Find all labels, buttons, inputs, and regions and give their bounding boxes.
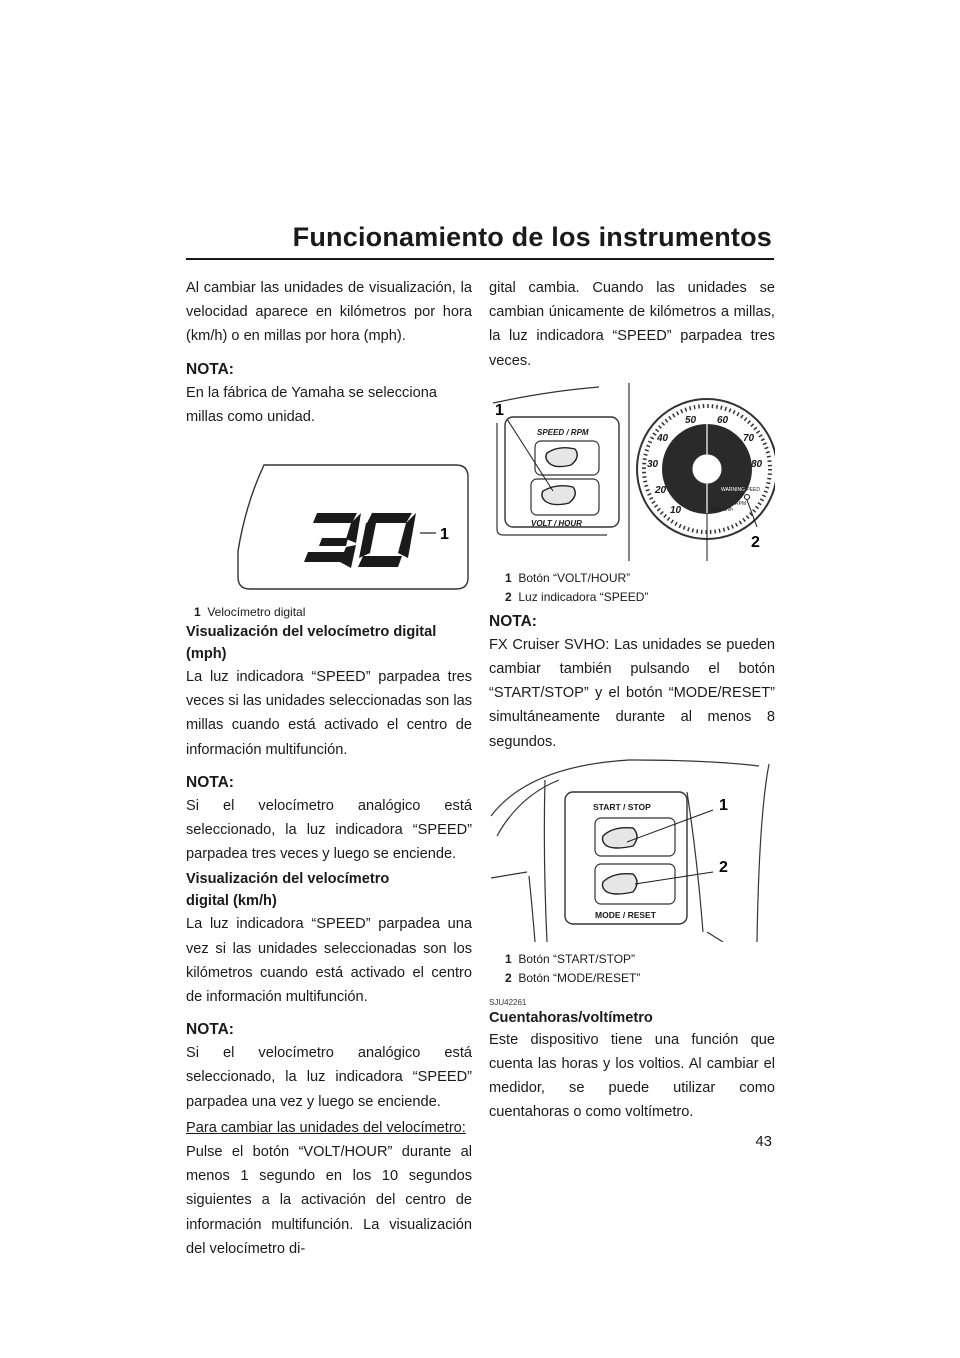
fig3-caption-2: 2 Botón “MODE/RESET”: [505, 971, 641, 986]
fig2-caption-2: 2 Luz indicadora “SPEED”: [505, 590, 649, 605]
panel-label-start-stop: START / STOP: [593, 801, 651, 812]
mph-paragraph: La luz indicadora “SPEED” parpadea tres veces si las unidades seleccionadas son las millas cuando está activado el centro de información multifunción.: [186, 669, 472, 758]
fig2-caption-1: 1 Botón “VOLT/HOUR”: [505, 571, 631, 586]
nota-label: NOTA:: [186, 773, 234, 791]
gauge-number-20: 20: [655, 484, 667, 496]
start-stop-panel-figure: [489, 756, 775, 986]
kmh-paragraph: La luz indicadora “SPEED” parpadea una vez si las unidades seleccionadas son los kilómetros cuando está activado el centro de información multifunción.: [186, 916, 472, 1006]
gauge-number-30: 30: [647, 458, 659, 470]
page-title: Funcionamiento de los instrumentos: [292, 222, 772, 252]
right-column: [489, 276, 775, 1125]
gauge-number-70: 70: [743, 432, 755, 444]
digit-0-glyph: [358, 513, 416, 567]
nota-text: Si el velocímetro analógico está seleccionado, la luz indicadora “SPEED” parpadea tres veces y luego se enciende.: [186, 797, 472, 863]
digital-speedometer-figure: [186, 463, 472, 621]
left-column: [186, 276, 472, 1261]
gauge-number-50: 50: [685, 414, 697, 426]
subheading-mph: Visualización del velocímetro digital (mph): [186, 624, 437, 663]
speed-rpm-panel-figure: [489, 383, 775, 611]
gauge-number-40: 40: [657, 432, 669, 444]
fig3-callout-1: 1: [719, 796, 728, 814]
section-heading: Cuentahoras/voltímetro: [489, 1009, 653, 1026]
change-units-heading: Para cambiar las unidades del velocímetro:: [186, 1119, 466, 1136]
continuation-paragraph: gital cambia. Cuando las unidades se cambian únicamente de kilómetros a millas, la luz indicadora “SPEED” parpadea tres veces.: [489, 280, 775, 369]
panel-label-speed-rpm: SPEED / RPM: [537, 427, 589, 437]
fig3-captions: [505, 950, 775, 988]
gauge-number-80: 80: [751, 458, 763, 470]
nota-text: FX Cruiser SVHO: Las unidades se pueden cambiar también pulsando el botón “START/STOP” y el botón “MODE/RESET” simultáneamente durante al menos 8 segundos.: [489, 636, 775, 750]
section-paragraph: Este dispositivo tiene una función que cuenta las horas y los voltios. Al cambiar el medidor, se puede utilizar como cuentahoras o como voltímetro.: [489, 1031, 775, 1121]
units-intro-paragraph: Al cambiar las unidades de visualización, la velocidad aparece en kilómetros por hora (km/h) o en millas por hora (mph).: [186, 280, 472, 345]
nota-label: NOTA:: [186, 1021, 234, 1039]
nota-label: NOTA:: [186, 360, 234, 378]
subheading-kmh: Visualización del velocímetro digital (km/h): [186, 871, 390, 910]
fig3-caption-1: 1 Botón “START/STOP”: [505, 952, 636, 967]
gauge-number-60: 60: [717, 414, 729, 426]
fig3-callout-2: 2: [719, 858, 728, 876]
panel-label-volt-hour: VOLT / HOUR: [531, 518, 582, 528]
fig1-caption: 1 Velocímetro digital: [194, 605, 306, 620]
fig2-callout-1: 1: [495, 401, 504, 419]
title-rule: [186, 258, 774, 260]
change-units-paragraph: Pulse el botón “VOLT/HOUR” durante al menos 1 segundo en los 10 segundos siguientes a la activación del centro de información multifunción. La visualización del velocímetro di-: [186, 1144, 472, 1257]
panel-label-mode-reset: MODE / RESET: [595, 909, 656, 920]
nota-label: NOTA:: [489, 612, 537, 630]
section-code: SJU42261: [489, 997, 527, 1007]
fig2-callout-2: 2: [751, 533, 760, 551]
nota-text: En la fábrica de Yamaha se selecciona millas como unidad.: [186, 384, 437, 425]
speed-rpm-panel-illustration: [489, 383, 775, 561]
fig1-callout-1: 1: [440, 526, 449, 544]
digital-speedometer-illustration: [186, 463, 472, 593]
gauge-warning-label: WARNING: [721, 486, 745, 493]
gauge-rpm-label: RPM: [735, 500, 747, 507]
digit-3-glyph: [304, 513, 361, 568]
start-stop-panel-illustration: [489, 756, 775, 942]
gauge-number-10: 10: [670, 504, 682, 516]
nota-text: Si el velocímetro analógico está seleccionado, la luz indicadora “SPEED” parpadea una vez y luego se enciende.: [186, 1045, 472, 1110]
page-number: 43: [755, 1133, 772, 1150]
gauge-speed-label: SPEED: [743, 486, 760, 493]
gauge-unit-label: mph km/h: [711, 506, 733, 513]
fig2-captions: [505, 569, 775, 607]
